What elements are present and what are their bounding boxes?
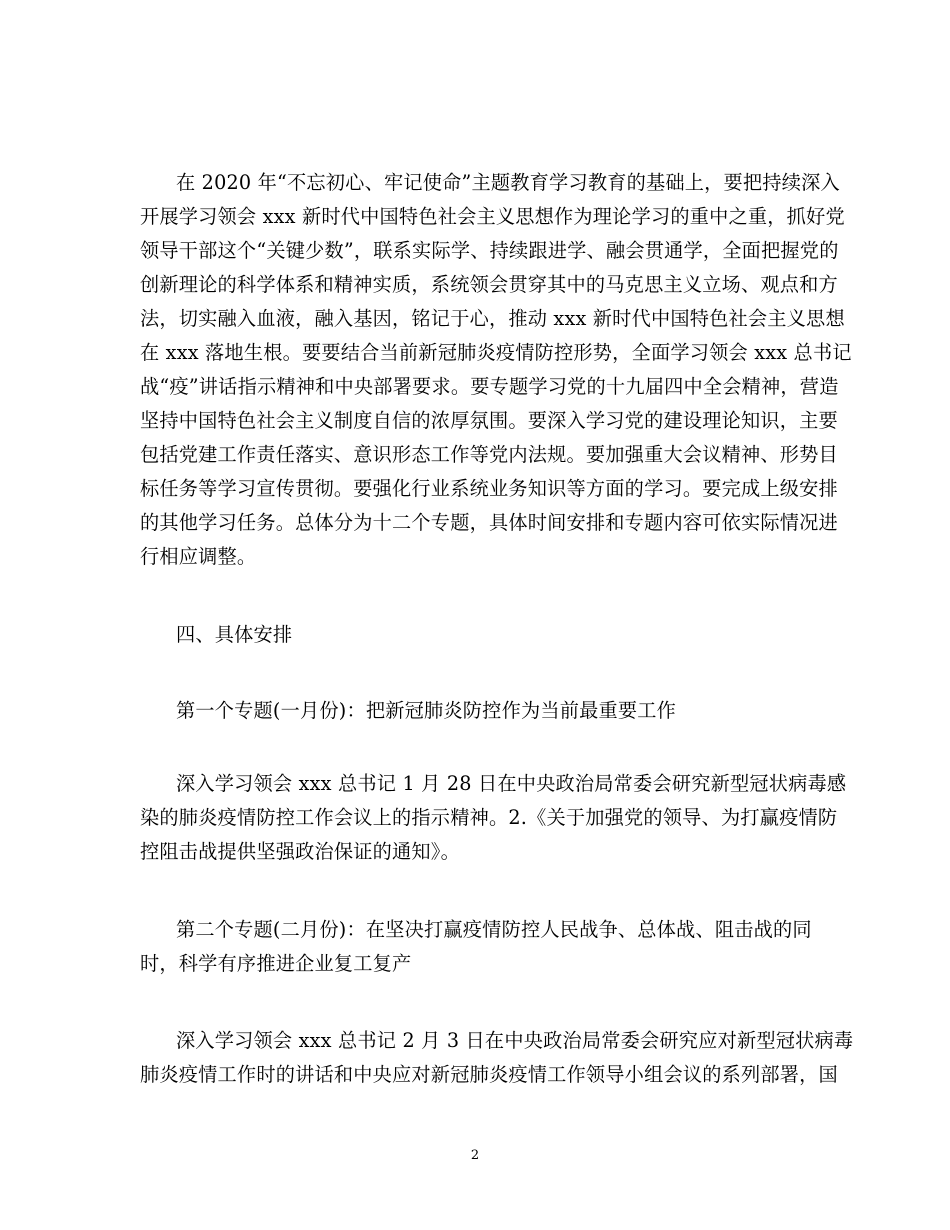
topic-heading: 第一个专题(一月份)：把新冠肺炎防控作为当前最重要工作 — [176, 699, 677, 722]
text-line: 行相应调整。 — [140, 545, 257, 568]
text-line: 在 xxx 落地生根。要要结合当前新冠肺炎疫情防控形势，全面学习领会 xxx 总书记 — [140, 341, 852, 364]
text-line: 第二个专题(二月份)：在坚决打赢疫情防控人民战争、总体战、阻击战的同 — [176, 918, 812, 941]
text-line: 创新理论的科学体系和精神实质，系统领会贯穿其中的马克思主义立场、观点和方 — [140, 273, 838, 296]
text-line: 时，科学有序推进企业复工复产 — [140, 952, 412, 975]
text-line: 坚持中国特色社会主义制度自信的浓厚氛围。要深入学习党的建设理论知识，主要 — [140, 409, 838, 432]
text-line: 标任务等学习宣传贯彻。要强化行业系统业务知识等方面的学习。要完成上级安排 — [140, 477, 838, 500]
text-line: 战“疫”讲话指示精神和中央部署要求。要专题学习党的十九届四中全会精神，营造 — [140, 375, 839, 398]
text-line: 开展学习领会 xxx 新时代中国特色社会主义思想作为理论学习的重中之重，抓好党 — [140, 205, 845, 228]
text-line: 染的肺炎疫情防控工作会议上的指示精神。2.《关于加强党的领导、为打赢疫情防 — [140, 806, 838, 829]
text-line: 肺炎疫情工作时的讲话和中央应对新冠肺炎疫情工作领导小组会议的系列部署，国 — [140, 1063, 838, 1086]
text-line: 深入学习领会 xxx 总书记 2 月 3 日在中央政治局常委会研究应对新型冠状病毒 — [176, 1029, 854, 1052]
text-line: 领导干部这个“关键少数”，联系实际学、持续跟进学、融会贯通学，全面把握党的 — [140, 239, 839, 262]
page-number: 2 — [470, 1148, 480, 1163]
text-line: 的其他学习任务。总体分为十二个专题，具体时间安排和专题内容可依实际情况进 — [140, 511, 838, 534]
text-line: 在 2020 年“不忘初心、牢记使命”主题教育学习教育的基础上，要把持续深入 — [176, 171, 840, 194]
section-heading: 四、具体安排 — [176, 623, 293, 646]
text-line: 控阻击战提供坚强政治保证的通知》。 — [140, 840, 460, 863]
text-line: 包括党建工作责任落实、意识形态工作等党内法规。要加强重大会议精神、形势目 — [140, 443, 838, 466]
text-line: 法，切实融入血液，融入基因，铭记于心，推动 xxx 新时代中国特色社会主义思想 — [140, 307, 845, 330]
text-line: 深入学习领会 xxx 总书记 1 月 28 日在中央政治局常委会研究新型冠状病毒感 — [176, 772, 847, 795]
